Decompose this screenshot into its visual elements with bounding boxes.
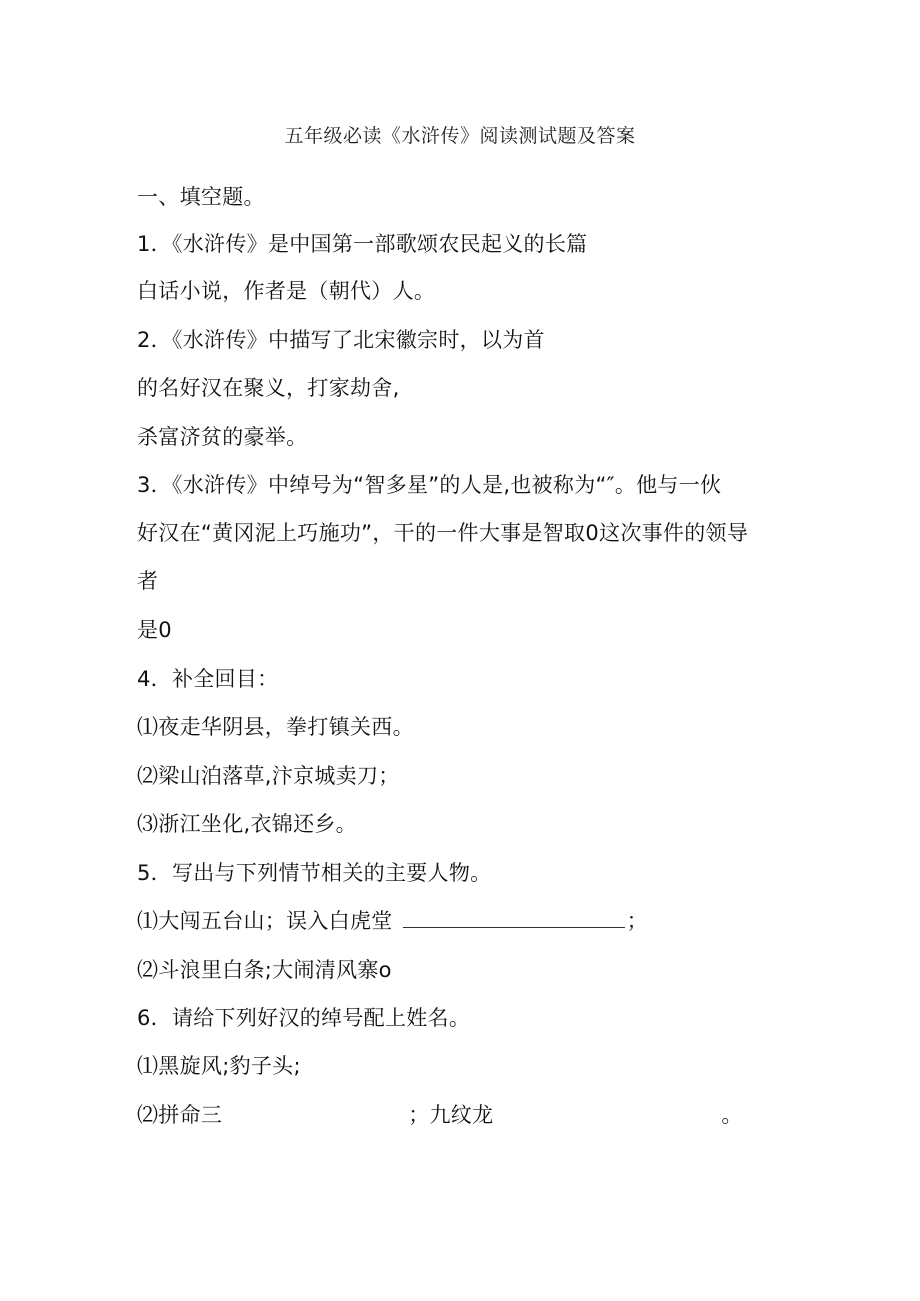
question-6-item-1: ⑴黑旋风;豹子头; (137, 1054, 301, 1078)
question-5-item-1-text: ⑴大闯五台山；误入白虎堂 (137, 909, 393, 933)
question-5-item-1 (137, 906, 648, 936)
question-3-line-3: 者 (137, 569, 159, 593)
question-3-line-4: 是0 (137, 618, 172, 642)
section-heading-fill-blanks: 一、填空题。 (137, 185, 265, 209)
question-3-line-1: 3．《水浒传》中绰号为“智多星”的人是,也被称为“″。他与一伙 (137, 473, 722, 497)
question-2-line-3: 杀富济贫的豪举。 (137, 425, 308, 449)
question-3-line-2: 好汉在“黄冈泥上巧施功”，干的一件大事是智取0这次事件的领导 (137, 521, 749, 545)
question-1-line-1: 1．《水浒传》是中国第一部歌颂农民起义的长篇 (137, 232, 588, 256)
question-4-item-2: ⑵梁山泊落草,汴京城卖刀； (137, 764, 400, 788)
question-4-item-1: ⑴夜走华阴县，拳打镇关西。 (137, 715, 414, 739)
question-5-item-1-end: ； (626, 909, 648, 933)
answer-blank (403, 909, 625, 928)
question-1-line-2: 白话小说，作者是（朝代）人。 (137, 279, 436, 303)
question-5-item-2: ⑵斗浪里白条;大闹清风寨o (137, 958, 392, 982)
question-6-item-2-part-2: ；九纹龙 (408, 1103, 494, 1127)
question-6-item-2-end: 。 (721, 1103, 743, 1127)
question-6-heading: 6．请给下列好汉的绰号配上姓名。 (137, 1006, 471, 1030)
page-title: 五年级必读《水浒传》阅读测试题及答案 (284, 125, 636, 147)
question-6-item-2-part-1: ⑵拼命三 (137, 1103, 223, 1127)
question-2-line-1: 2．《水浒传》中描写了北宋徽宗时，以为首 (137, 328, 545, 352)
question-6-item-2 (137, 1100, 743, 1130)
question-4-heading: 4．补全回目： (137, 667, 279, 691)
question-4-item-3: ⑶浙江坐化,衣锦还乡。 (137, 812, 357, 836)
question-2-line-2: 的名好汉在聚义，打家劫舍, (137, 376, 400, 400)
question-5-heading: 5．写出与下列情节相关的主要人物。 (137, 861, 492, 885)
